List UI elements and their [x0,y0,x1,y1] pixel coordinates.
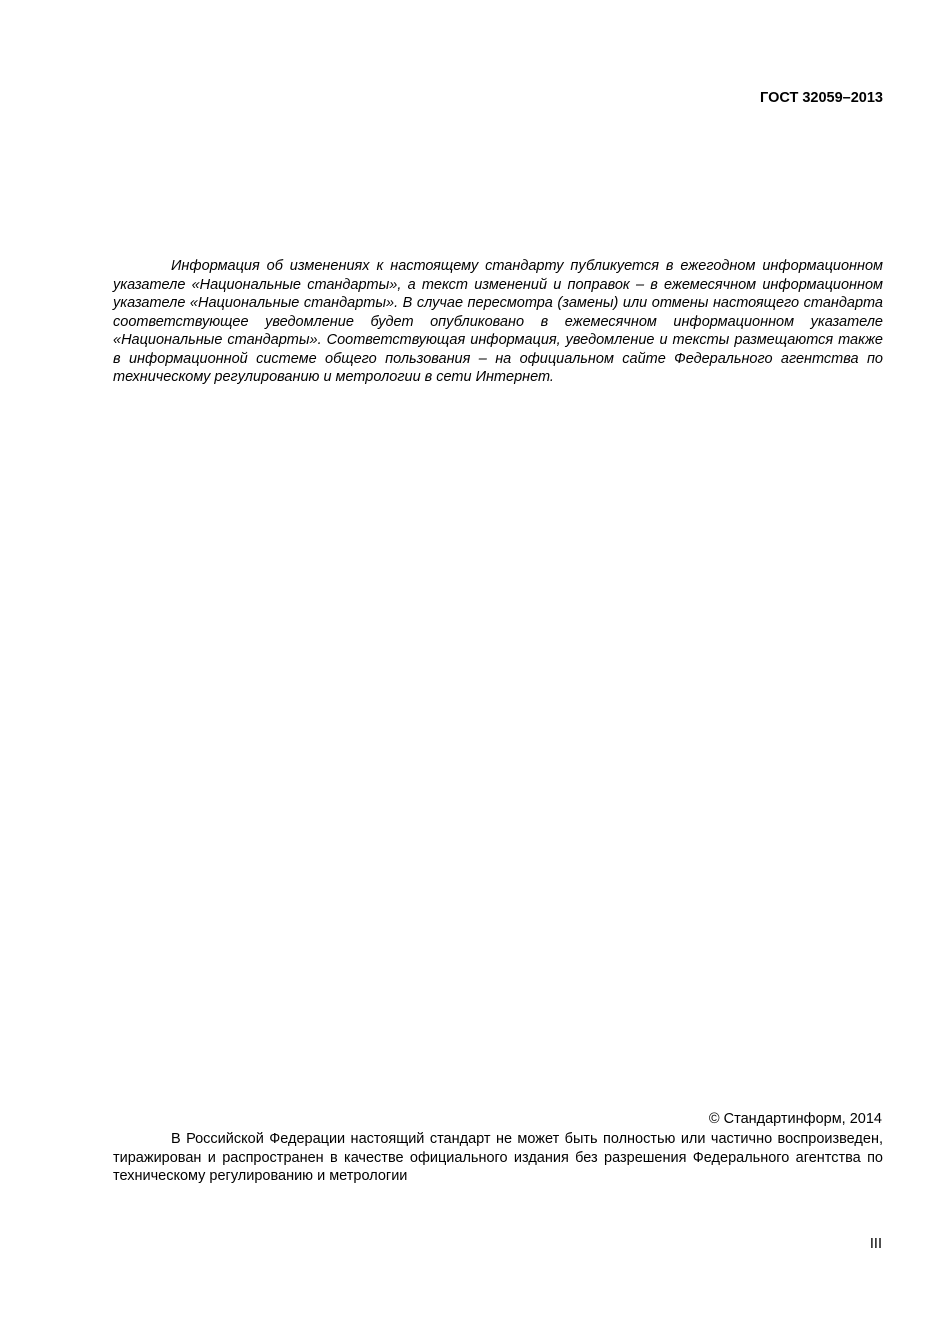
page-number: III [869,1236,882,1252]
legal-notice-paragraph: В Российской Федерации настоящий стандарт не может быть полностью или частично воспроизведен, тиражирован и распространен в качестве официального издания без разрешения Федерального агентства по техническому регулированию и метрологии [113,1131,883,1184]
legal-notice-section [113,1130,883,1186]
info-notice-paragraph: Информация об изменениях к настоящему стандарту публикуется в ежегодном информационном указателе «Национальные стандарты», а текст изменений и поправок – в ежемесячном информационном указателе «Национальные стандарты». В случае пересмотра (замены) или отмены настоящего стандарта соответствующее уведомление будет опубликовано в ежемесячном информационном указателе «Национальные стандарты». Соответствующая информация, уведомление и тексты размещаются также в информационной системе общего пользования – на официальном сайте Федерального агентства по техническому регулированию и метрологии в сети Интернет. [113,258,883,385]
info-notice-section [113,257,883,387]
standard-code-header: ГОСТ 32059–2013 [760,90,883,106]
copyright-line: © Стандартинформ, 2014 [708,1111,882,1127]
